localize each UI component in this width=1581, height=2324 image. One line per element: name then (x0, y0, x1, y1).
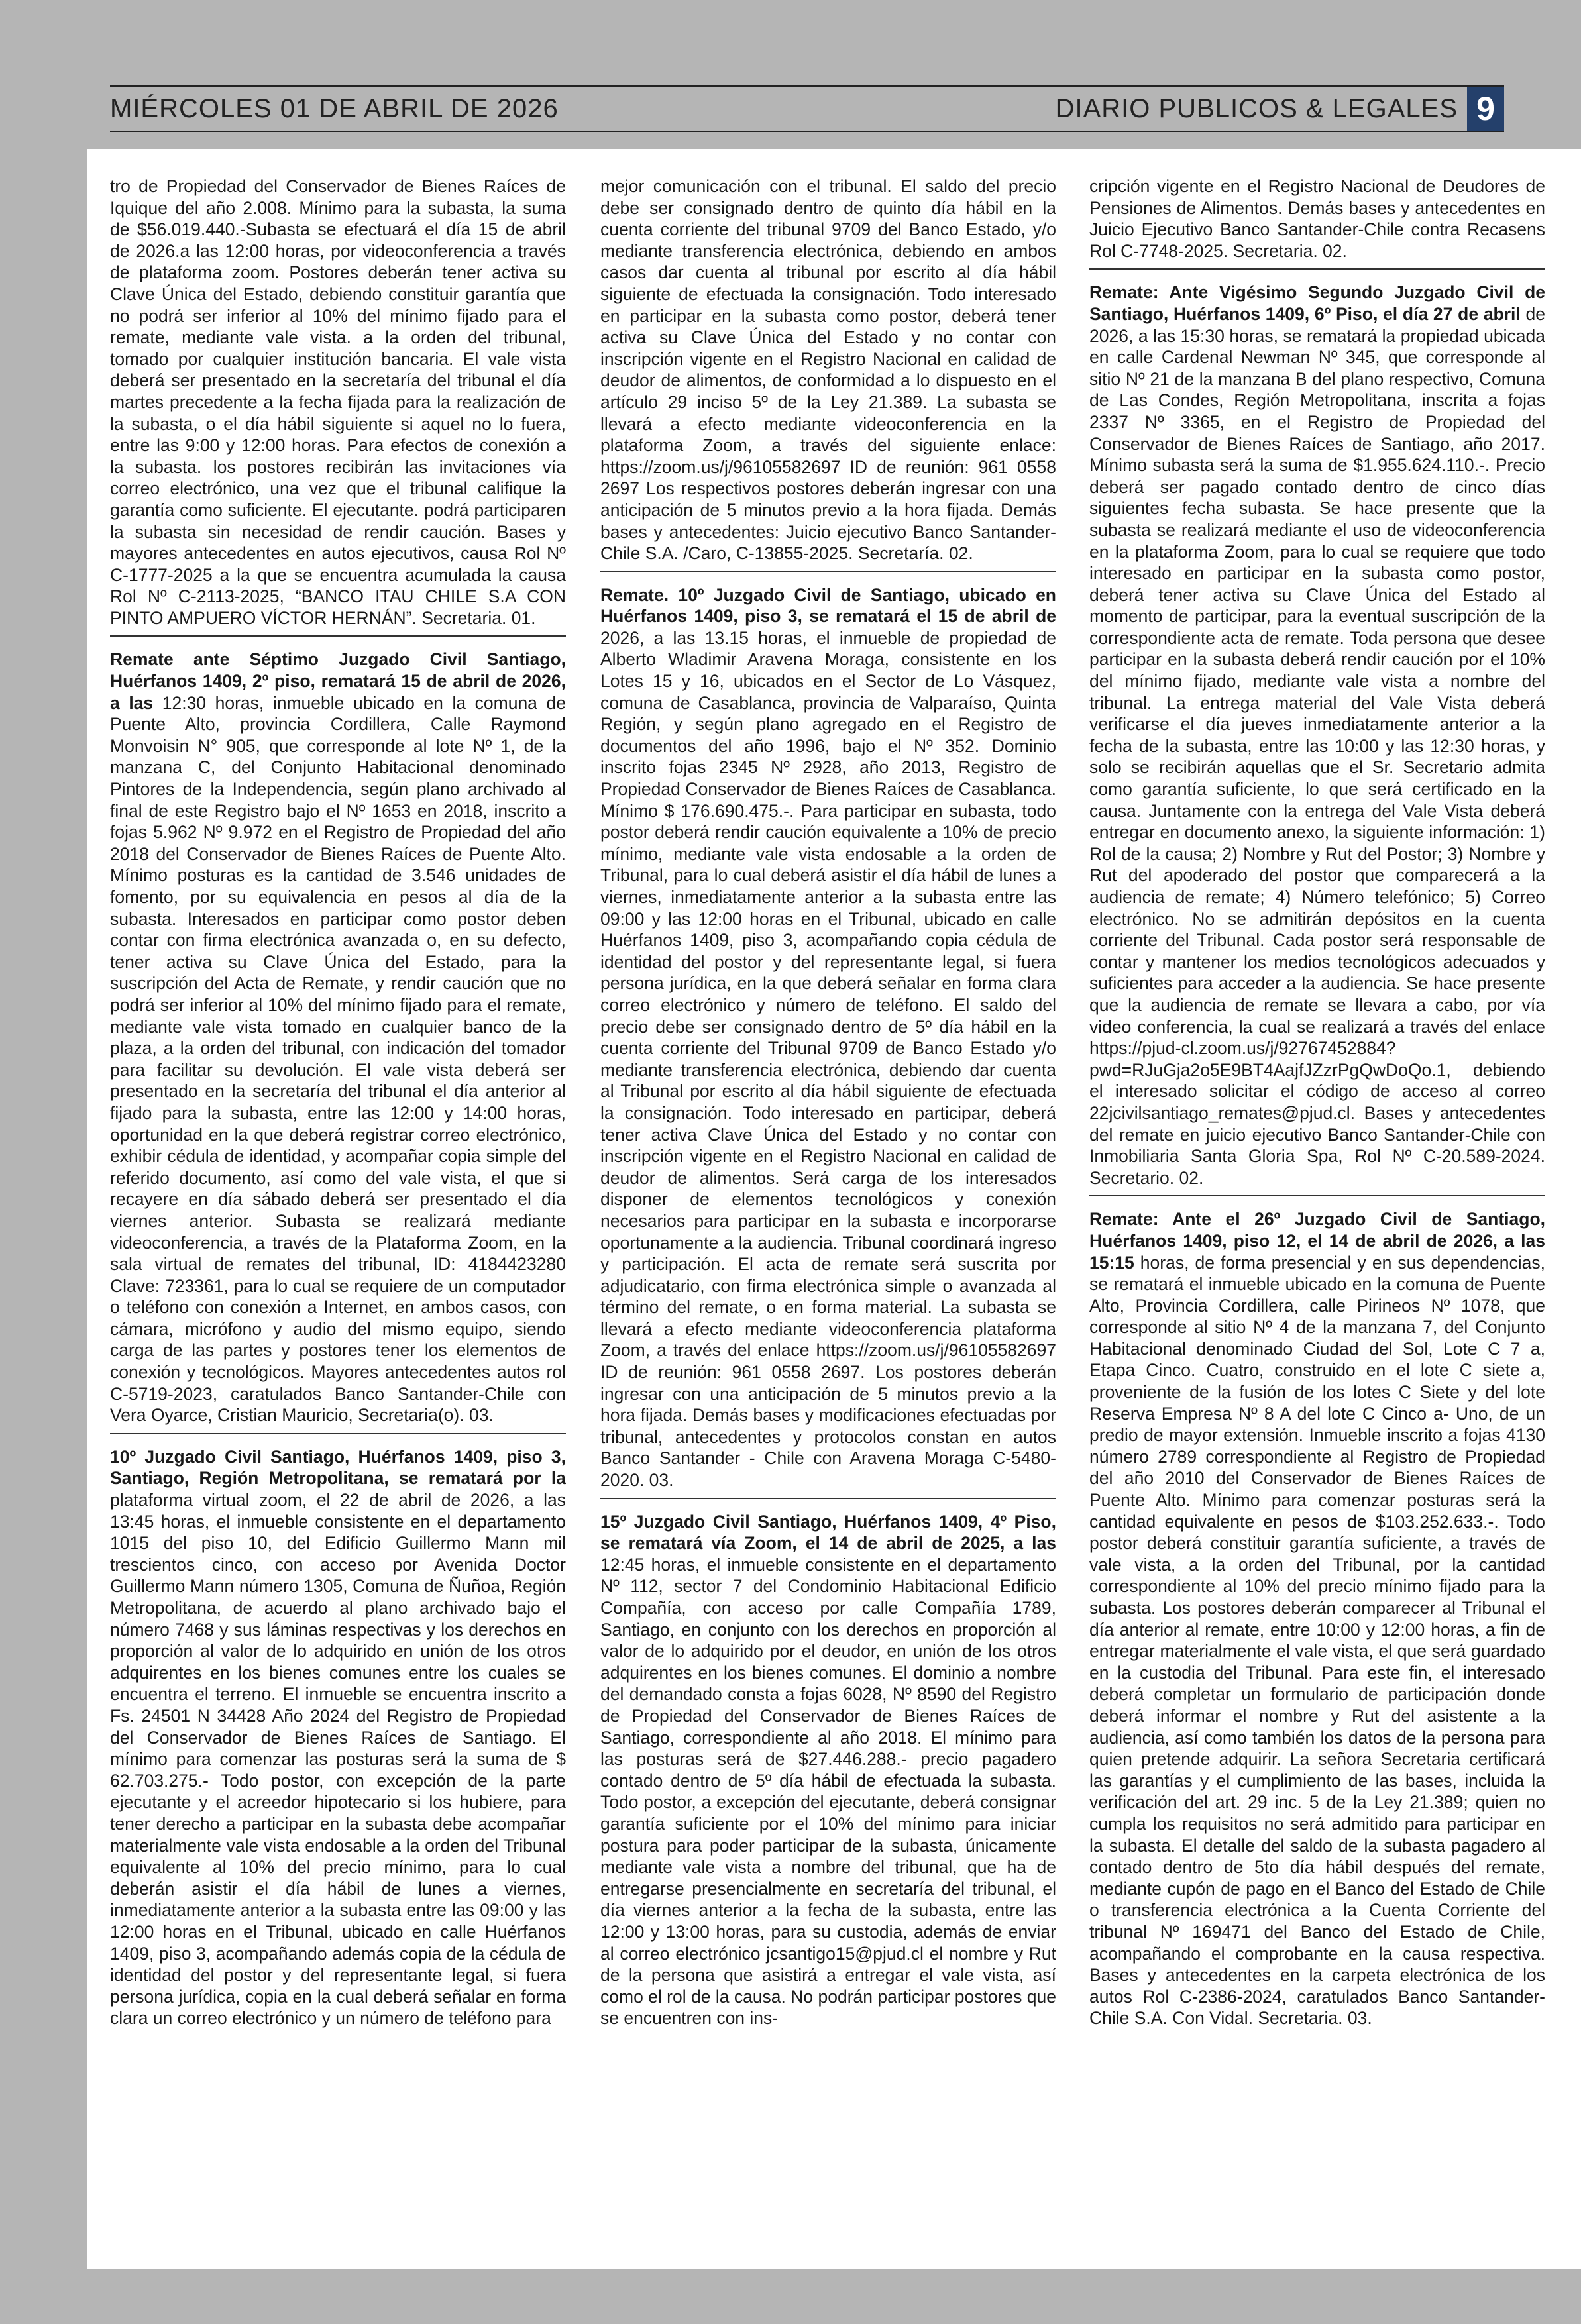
notice-heading: Remate: Ante el 26º Juzgado Civil de Santiago, Huérfanos 1409, piso 12, el 14 de abril de 2026, a las 15:15 (1089, 1209, 1545, 1273)
notice-heading: 10º Juzgado Civil Santiago, Huérfanos 1409, piso 3, Santiago, Región Metropolitana, se rematará por la (110, 1446, 566, 1489)
header-right (1056, 87, 1504, 131)
legal-notice (1089, 176, 1545, 270)
notice-heading: Remate: Ante Vigésimo Segundo Juzgado Civil de Santiago, Huérfanos 1409, 6º Piso, el día 27 de abril (1089, 282, 1545, 324)
legal-notice (600, 176, 1056, 572)
legal-notice (110, 1446, 566, 2036)
page-number: 9 (1467, 87, 1504, 131)
column-1 (110, 176, 566, 2262)
column-2 (600, 176, 1056, 2262)
notice-body: 12:45 horas, el inmueble consistente en el departamento Nº 112, sector 7 del Condominio Habitacional Edificio Compañía, con acceso por calle Compañía 1789, Santiago, en conjunto con los derechos en proporción al valor de lo adquirido por el deudor, en unión de los otros adquirentes en los bienes comunes. El dominio a nombre del demandado consta a fojas 6028, Nº 8590 del Registro de Propiedad del Conservador de Bienes Raíces de Santiago, correspondiente al año 2018. El mínimo para las posturas será de $27.446.288.- precio pagadero contado dentro de 5º día hábil de efectuada la subasta. Todo postor, a excepción del ejecutante, deberá consignar garantía suficiente por el 10% del mínimo para iniciar postura para poder participar de la subasta, únicamente mediante vale vista a nombre del tribunal, que ha de entregarse presencialmente en secretaría del tribunal, el día viernes anterior a la fecha de la subasta, entre las 12:00 y 13:00 horas, para su custodia, además de enviar al correo electrónico jcsantigo15@pjud.cl el nombre y Rut de la persona que asistirá a entregar el vale vista, así como el rol de la causa. No podrán participar postores que se encuentren con ins- (600, 1554, 1056, 2029)
legal-notice (110, 176, 566, 637)
issue-date: MIÉRCOLES 01 DE ABRIL DE 2026 (110, 93, 559, 123)
publication-title: DIARIO PUBLICOS & LEGALES (1055, 93, 1458, 123)
legal-notice (1089, 1208, 1545, 2036)
legal-notice (1089, 282, 1545, 1196)
column-3 (1089, 176, 1545, 2262)
page-header (110, 85, 1504, 132)
notice-heading: Remate. 10º Juzgado Civil de Santiago, ubicado en Huérfanos 1409, piso 3, se rematará el 15 de abril de (600, 584, 1056, 627)
notice-heading: Remate ante Séptimo Juzgado Civil Santiago, Huérfanos 1409, 2º piso, rematará 15 de abril de 2026, a las (110, 649, 566, 713)
notice-body: mejor comunicación con el tribunal. El saldo del precio debe ser consignado dentro de quinto día hábil en la cuenta corriente del tribunal 9709 del Banco Estado, y/o mediante transferencia electrónica, debiendo en ambos casos dar cuenta al tribunal por escrito al día hábil siguiente de efectuada la consignación. Todo interesado en participar en la subasta como postor, deberá tener activa su Clave Única del Estado y no contar con inscripción vigente en el Registro Nacional en calidad de deudor de alimentos, de conformidad a lo dispuesto en el artículo 29 inciso 5º de la Ley 21.389. La subasta se llevará a efecto mediante videoconferencia en la plataforma Zoom, a través del siguiente enlace: https://zoom.us/j/96105582697 ID de reunión: 961 0558 2697 Los respectivos postores deberán ingresar con una anticipación de 5 minutos previo a la hora fijada. Demás bases y antecedentes: Juicio ejecutivo Banco Santander- Chile S.A. /Caro, C-13855-2025. Secretaría. 02. (600, 176, 1056, 564)
notice-body: horas, de forma presencial y en sus dependencias, se rematará el inmueble ubicado en la comuna de Puente Alto, Provincia Cordillera, calle Pirineos Nº 1078, que corresponde al sitio Nº 4 de la manzana 7, del Conjunto Habitacional denominado Ciudad del Sol, Lote C 7 a, Etapa Cinco. Cuatro, construido en el lote C siete a, proveniente de la fusión de los lotes C Siete y del lote Reserva Empresa Nº 8 A del lote C Cinco a- Uno, de un predio de mayor extensión. Inmueble inscrito a fojas 4130 número 2789 correspondiente al Registro de Propiedad del año 2010 del Conservador de Bienes Raíces de Puente Alto. Mínimo para comenzar posturas será la cantidad equivalente en pesos de $103.252.633.-. Todo postor deberá constituir garantía suficiente, a través de vale vista, a la orden del Tribunal, por la cantidad correspondiente al 10% del precio mínimo fijado para la subasta. Los postores deberán comparecer al Tribunal el día anterior al remate, entre 10:00 y 12:00 horas, a fin de entregar materialmente el vale vista, el que será guardado en la custodia del Tribunal. Para este fin, el interesado deberá completar un formulario de participación donde deberá informar el nombre y Rut del asistente a la audiencia, así como también los datos de la persona para quien pretende adquirir. La señora Secretaria certificará las garantías y el cumplimiento de las bases, incluida la verificación del art. 29 inc. 5 de la Ley 21.389; quien no cumpla los requisitos no será admitido para participar en la subasta. El detalle del saldo de la subasta pagadero al contado dentro de 5to día hábil después del remate, mediante cupón de pago en el Banco del Estado de Chile o transferencia electrónica a la Cuenta Corriente del tribunal Nº 169471 del Banco del Estado de Chile, acompañando el comprobante en la causa respectiva. Bases y antecedentes en la carpeta electrónica de los autos Rol C-2386-2024, caratulados Banco Santander- Chile S.A. Con Vidal. Secretaria. 03. (1089, 1252, 1545, 2029)
notice-heading: 15º Juzgado Civil Santiago, Huérfanos 1409, 4º Piso, se rematará vía Zoom, el 14 de abril de 2025, a las (600, 1511, 1056, 1554)
notice-body: tro de Propiedad del Conservador de Bienes Raíces de Iquique del año 2.008. Mínimo para la subasta, la suma de $56.019.440.-Subasta se efectuará el día 15 de abril de 2026.a las 12:00 horas, por videoconferencia a través de plataforma zoom. Postores deberán tener activa su Clave Única del Estado, debiendo constituir garantía que no podrá ser inferior al 10% del mínimo fijado para el remate, mediante vale vista. a la orden del tribunal, tomado por cualquier institución bancaria. El vale vista deberá ser presentado en la secretaría del tribunal el día martes precedente a la fecha fijada para la realización de la subasta, o el día hábil siguiente si aquel no lo fuera, entre las 9:00 y 12:00 horas. Para efectos de conexión a la subasta. los postores recibirán las invitaciones vía correo electrónico, una vez que el tribunal califique la garantía como suficiente. El ejecutante. podrá participaren la subasta sin necesidad de rendir caución. Bases y mayores antecedentes en autos ejecutivos, causa Rol Nº C-1777-2025 a la que se encuentra acumulada la causa Rol Nº C-2113-2025, “BANCO ITAU CHILE S.A CON PINTO AMPUERO VÍCTOR HERNÁN”. Secretaria. 01. (110, 176, 566, 628)
legal-notice (600, 584, 1056, 1499)
legal-notice (110, 649, 566, 1434)
notice-body: plataforma virtual zoom, el 22 de abril de 2026, a las 13:45 horas, el inmueble consistente en el departamento 1015 del piso 10, del Edificio Guillermo Mann mil trescientos cinco, con acceso por Avenida Doctor Guillermo Mann número 1305, Comuna de Ñuñoa, Región Metropolitana, de acuerdo al plano archivado bajo el número 7468 y sus láminas respectivas y los derechos en proporción al valor de lo adquirido en unión de los otros adquirentes en los bienes comunes entre los cuales se encuentra el terreno. El inmueble se encuentra inscrito a Fs. 24501 N 34428 Año 2024 del Registro de Propiedad del Conservador de Bienes Raíces de Santiago. El mínimo para comenzar las posturas será la suma de $ 62.703.275.- Todo postor, con excepción de la parte ejecutante y el acreedor hipotecario si los hubiere, para tener derecho a participar en la subasta debe acompañar materialmente vale vista endosable a la orden del Tribunal equivalente al 10% del precio mínimo, para lo cual deberán asistir el día hábil de lunes a viernes, inmediatamente anterior a la subasta entre las 09:00 y las 12:00 horas en el Tribunal, ubicado en calle Huérfanos 1409, piso 3, acompañando además copia de la cédula de identidad del postor y del representante legal, si fuera persona jurídica, copia en la cual deberá señalar en forma clara un correo electrónico y un número de teléfono para (110, 1490, 566, 2029)
notice-body: de 2026, a las 15:30 horas, se rematará la propiedad ubicada en calle Cardenal Newman Nº 345, que corresponde al sitio Nº 21 de la manzana B del plano respectivo, Comuna de Las Condes, Región Metropolitana, inscrita a fojas 2337 Nº 3365, en el Registro de Propiedad del Conservador de Bienes Raíces de Santiago, año 2017. Mínimo subasta será la suma de $1.955.624.110.-. Precio deberá ser pagado contado dentro de cinco días siguientes fecha subasta. Se hace presente que la subasta se realizará mediante el uso de videoconferencia en la plataforma Zoom, para lo cual se requiere que todo interesado en participar en la subasta como postor, deberá tener activa su Clave Única del Estado al momento de participar, para la eventual suscripción de la correspondiente acta de remate. Toda persona que desee participar en la subasta deberá rendir caución por el 10% del mínimo fijado, mediante vale vista a nombre del tribunal. La entrega material del Vale Vista deberá verificarse el día jueves inmediatamente anterior a la fecha de la subasta, entre las 10:00 y las 12:30 horas, y solo se recibirán aquellas que el Sr. Secretario admita como garantía suficiente, lo que será certificado en la causa. Juntamente con la entrega del Vale Vista deberá entregar en documento anexo, la siguiente información: 1) Rol de la causa; 2) Nombre y Rut del Postor; 3) Nombre y Rut del apoderado del postor que comparecerá a la audiencia de remate; 4) Número telefónico; 5) Correo electrónico. No se admitirán depósitos en la cuenta corriente del Tribunal. Cada postor será responsable de contar y mantener los medios tecnológicos adecuados y suficientes para acceder a la audiencia. Se hace presente que la audiencia de remate se llevara a cabo, por vía video conferencia, la cual se realizará a través del enlace https://pjud-cl.zoom.us/j/92767452884?pwd=RJuGja2o5E9BT4AajfJZzrPgQwDoQo.1, debiendo el interesado solicitar el código de acceso al correo 22jcivilsantiago_remates@pjud.cl. Bases y antecedentes del remate en juicio ejecutivo Banco Santander-Chile con Inmobiliaria Santa Gloria Spa, Rol Nº C-20.589-2024. Secretario. 02. (1089, 303, 1545, 1188)
columns (110, 176, 1545, 2262)
notice-body: cripción vigente en el Registro Nacional de Deudores de Pensiones de Alimentos. Demás bases y antecedentes en Juicio Ejecutivo Banco Santander-Chile contra Recasens Rol C-7748-2025. Secretaria. 02. (1089, 176, 1545, 261)
notice-body: 12:30 horas, inmueble ubicado en la comuna de Puente Alto, provincia Cordillera, Calle Raymond Monvoisin N° 905, que corresponde al lote Nº 1, de la manzana C, del Conjunto Habitacional denominado Pintores de la Independencia, según plano archivado al final de este Registro bajo el Nº 1653 en 2018, inscrito a fojas 5.962 Nº 9.972 en el Registro de Propiedad del año 2018 del Conservador de Bienes Raíces de Puente Alto. Mínimo posturas es la cantidad de 3.546 unidades de fomento, por su equivalencia en pesos al día de la subasta. Interesados en participar como postor deben contar con firma electrónica avanzada o, en su defecto, tener activa su Clave Única del Estado, para la suscripción del Acta de Remate, y rendir caución que no podrá ser inferior al 10% del mínimo fijado para el remate, mediante vale vista tomado en cualquier banco de la plaza, a la orden del tribunal, con indicación del tomador para facilitar su devolución. El vale vista deberá ser presentado en la secretaría del tribunal el día anterior al fijado para la subasta, entre las 12:00 y 14:00 horas, oportunidad en la que deberá registrar correo electrónico, exhibir cédula de identidad, y acompañar copia simple del referido documento, así como del vale vista, el que si recayere en día sábado deberá ser presentado el día viernes anterior. Subasta se realizará mediante videoconferencia, a través de la Plataforma Zoom, en la sala virtual de remates del tribunal, ID: 4184423280 Clave: 723361, para lo cual se requiere de un computador o teléfono con conexión a Internet, en ambos casos, con cámara, micrófono y audio del mismo equipo, siendo carga de las partes y postores tener los elementos de conexión y tecnológicos. Mayores antecedentes autos rol C-5719-2023, caratulados Banco Santander-Chile con Vera Oyarce, Cristian Mauricio, Secretaria(o). 03. (110, 692, 566, 1426)
notice-body: 2026, a las 13.15 horas, el inmueble de propiedad de Alberto Wladimir Aravena Moraga, consistente en los Lotes 15 y 16, ubicados en el Sector de Lo Vásquez, comuna de Casablanca, provincia de Valparaíso, Quinta Región, y según plano agregado en el Registro de documentos del año 1996, bajo el Nº 352. Dominio inscrito fojas 2345 Nº 2928, año 2013, Registro de Propiedad Conservador de Bienes Raíces de Casablanca. Mínimo $ 176.690.475.-. Para participar en subasta, todo postor deberá rendir caución equivalente a 10% de precio mínimo, mediante vale vista endosable a la orden de Tribunal, para lo cual deberá asistir el día hábil de lunes a viernes, inmediatamente anterior a la subasta entre las 09:00 y las 12:00 horas en el Tribunal, ubicado en calle Huérfanos 1409, piso 3, acompañando copia cédula de identidad del postor y del representante legal, si fuera persona jurídica, en la que deberá señalar en forma clara correo electrónico y número de teléfono. El saldo del precio debe ser consignado dentro de 5º día hábil en la cuenta corriente del Tribunal 9709 de Banco Estado y/o mediante transferencia electrónica, debiendo dar cuenta al Tribunal por escrito al día hábil siguiente de efectuada la consignación. Todo interesado en participar, deberá tener activa Clave Única del Estado y no contar con inscripción vigente en el Registro Nacional en calidad de deudor de alimentos. Será carga de los interesados disponer de elementos tecnológicos y conexión necesarios para participar en la subasta e incorporarse oportunamente a la audiencia. Tribunal coordinará ingreso y participación. El acta de remate será suscrita por adjudicatario, con firma electrónica simple o avanzada al término del remate, o en forma material. La subasta se llevará a efecto mediante videoconferencia plataforma Zoom, a través del enlace https://zoom.us/j/96105582697 ID de reunión: 961 0558 2697. Los postores deberán ingresar con una anticipación de 5 minutos previo a la hora fijada. Demás bases y modificaciones efectuadas por tribunal, antecedentes y protocolos constan en autos Banco Santander - Chile con Aravena Moraga C-5480-2020. 03. (600, 627, 1056, 1491)
legal-notice (600, 1511, 1056, 2036)
